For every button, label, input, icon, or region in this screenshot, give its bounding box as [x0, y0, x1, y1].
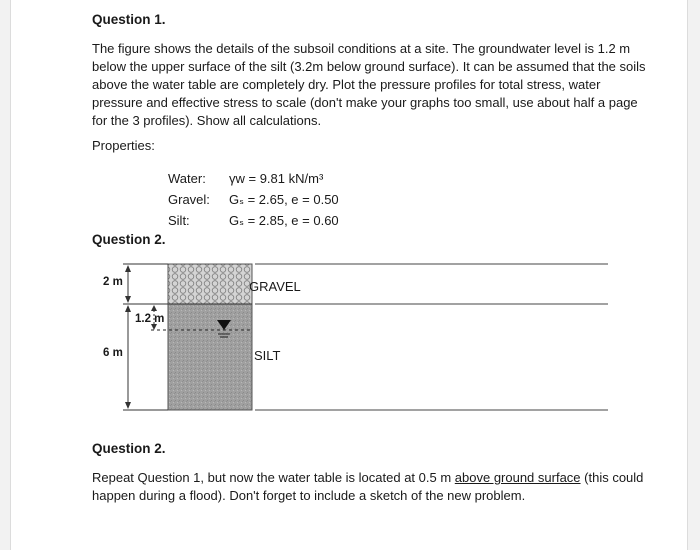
property-value-water: γw = 9.81 kN/m³ [229, 171, 324, 186]
property-value-gravel: Gₛ = 2.65, e = 0.50 [229, 192, 339, 207]
dim-6m-label: 6 m [103, 347, 123, 359]
property-label-water: Water: [168, 171, 206, 186]
dim-2m-arrow-bottom [125, 296, 131, 303]
property-label-gravel: Gravel: [168, 192, 210, 207]
dim-6m-arrow-bottom [125, 402, 131, 409]
soil-profile-figure [11, 0, 687, 550]
question-1-heading: Question 1. [92, 12, 166, 27]
gravel-layer [168, 264, 252, 304]
silt-layer [168, 304, 252, 410]
property-label-silt: Silt: [168, 213, 190, 228]
question-1-paragraph: The figure shows the details of the subsoil conditions at a site. The groundwater level is 1.2 m below the upper surface of the silt (3.2m below ground surface). It can be assumed that the soils above the water table are completely dry. Plot the pressure profiles for total stress, water pressure and effective stress to scale (don't make your graphs too small, use about half a page for the 3 profiles). Show all calculations. [92, 41, 646, 128]
gravel-label: GRAVEL [249, 279, 301, 294]
dim-2m-arrow-top [125, 265, 131, 272]
question-2-text-start: Repeat Question 1, but now the water table is located at 0.5 m [92, 470, 455, 485]
dim-1-2m-arrow-top [151, 305, 157, 311]
property-value-silt: Gₛ = 2.85, e = 0.60 [229, 213, 339, 228]
properties-label: Properties: [92, 138, 155, 153]
dim-1-2m-label: 1.2 m [135, 313, 165, 325]
question-2-heading: Question 2. [92, 441, 166, 456]
question-2-text-underlined: above ground surface [454, 470, 581, 485]
question-2-text-end: (this could happen during a flood). Don't forget to include a sketch of the new problem. [92, 470, 644, 503]
dim-2m-label: 2 m [103, 276, 123, 288]
dim-6m-arrow-top [125, 305, 131, 312]
document-page [10, 0, 688, 550]
overlapping-question-2-heading: Question 2. [92, 232, 166, 247]
silt-label: SILT [254, 348, 281, 363]
question-2-paragraph [92, 469, 652, 505]
